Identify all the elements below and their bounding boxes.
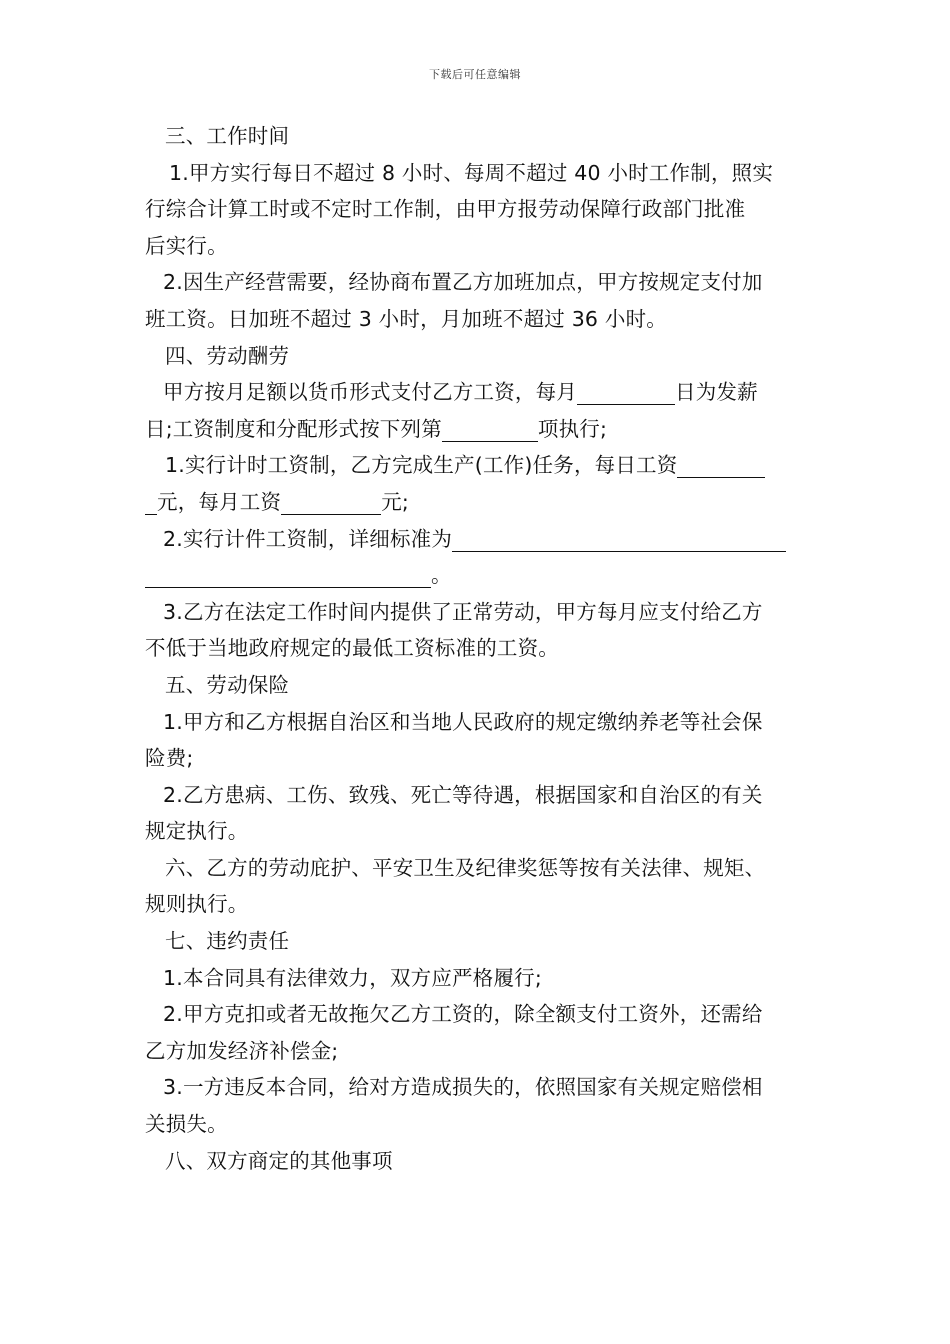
pay-day-blank — [577, 380, 675, 405]
clause-text: 1.甲方和乙方根据自治区和当地人民政府的规定缴纳养老等社会保 — [163, 709, 763, 734]
clause-text: 2.乙方患病、工伤、致残、死亡等待遇，根据国家和自治区的有关 — [163, 782, 763, 807]
clause-text: 1.本合同具有法律效力，双方应严格履行; — [163, 965, 542, 990]
clause-text: 乙方加发经济补偿金; — [145, 1038, 339, 1063]
clause-text: 项执行; — [537, 416, 608, 441]
daily-wage-blank-continued — [145, 490, 157, 515]
section-heading-other-matters: 八、双方商定的其他事项 — [165, 1148, 393, 1173]
clause-text: 。 — [431, 563, 452, 588]
clause-text: 2.因生产经营需要，经协商布置乙方加班加点，甲方按规定支付加 — [163, 270, 763, 295]
clause-text: 2.甲方克扣或者无故拖欠乙方工资的，除全额支付工资外，还需给 — [163, 1002, 763, 1027]
clause-line-with-blank — [145, 521, 817, 558]
piece-rate-standard-blank-continued — [145, 563, 431, 588]
clause-line-with-blank — [145, 374, 817, 411]
clause-text: 班工资。日加班不超过 3 小时，月加班不超过 36 小时。 — [145, 306, 667, 331]
clause-text: 甲方按月足额以货币形式支付乙方工资，每月 — [163, 380, 577, 405]
clause-text: 3.乙方在法定工作时间内提供了正常劳动，甲方每月应支付给乙方 — [163, 599, 763, 624]
clause-text: 险费; — [145, 746, 194, 771]
section-heading-protection: 六、乙方的劳动庇护、平安卫生及纪律奖惩等按有关法律、规矩、 — [165, 855, 766, 880]
clause-text: 2.实行计件工资制，详细标准为 — [163, 526, 453, 551]
page-header-note: 下载后可任意编辑 — [429, 68, 521, 81]
section-heading-remuneration: 四、劳动酬劳 — [165, 343, 290, 368]
clause-line-with-blank — [145, 557, 817, 594]
monthly-wage-blank — [281, 490, 381, 515]
section-heading-insurance: 五、劳动保险 — [165, 672, 290, 697]
clause-text: 规定执行。 — [145, 819, 249, 844]
clause-line-with-blank — [145, 484, 817, 521]
clause-text: 1.实行计时工资制，乙方完成生产(工作)任务，每日工资 — [165, 453, 678, 478]
section-heading-work-time: 三、工作时间 — [165, 124, 290, 148]
clause-text: 日;工资制度和分配形式按下列第 — [145, 416, 442, 441]
piece-rate-standard-blank — [452, 527, 786, 552]
wage-option-blank — [442, 417, 538, 442]
clause-text: 规则执行。 — [145, 892, 249, 917]
clause-text: 行综合计算工时或不定时工作制，由甲方报劳动保障行政部门批准 — [145, 197, 746, 222]
clause-text: 元，每月工资 — [157, 489, 282, 514]
clause-line-with-blank — [145, 447, 817, 484]
clause-text: 3.一方违反本合同，给对方造成损失的，依照国家有关规定赔偿相 — [163, 1075, 763, 1100]
clause-text: 关损失。 — [145, 1112, 228, 1137]
clause-text: 元; — [381, 489, 410, 514]
daily-wage-blank — [677, 453, 765, 478]
clause-text: 后实行。 — [145, 233, 228, 258]
clause-text: 日为发薪 — [675, 380, 758, 405]
section-heading-liability: 七、违约责任 — [165, 929, 290, 954]
clause-text: 1.甲方实行每日不超过 8 小时、每周不超过 40 小时工作制，照实 — [169, 160, 774, 185]
clause-line-with-blank — [145, 411, 817, 448]
document-body — [145, 118, 817, 1179]
clause-text: 不低于当地政府规定的最低工资标准的工资。 — [145, 636, 559, 661]
